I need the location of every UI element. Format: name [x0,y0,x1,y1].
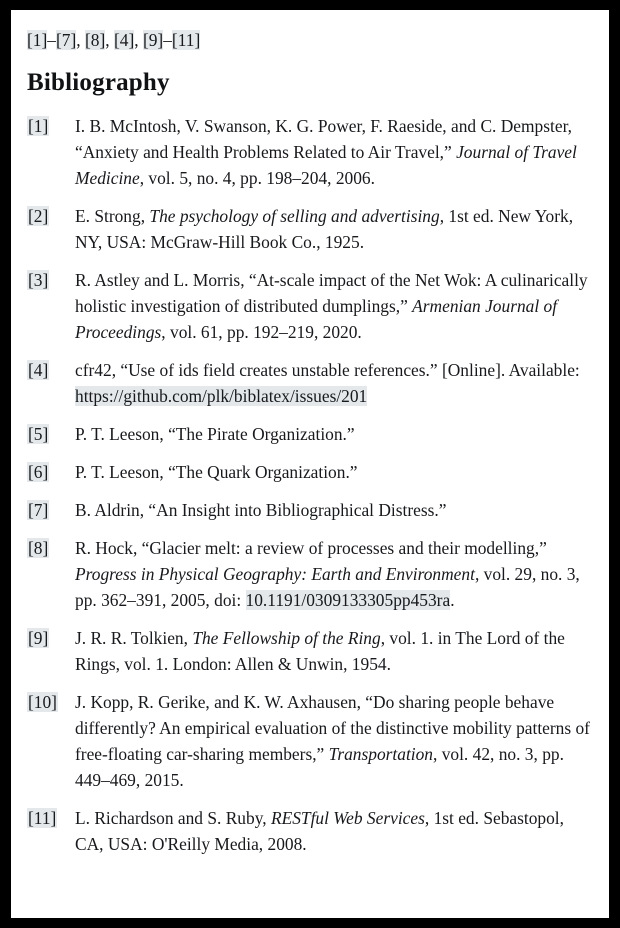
entry-text-run: P. T. Leeson, “The Pirate Organization.” [75,424,355,444]
entry-text-run: I. B. McIntosh, V. Swanson, K. G. Power, F. Raeside, and C. Dempster, “Anxiety and Health Problems Related to Air Travel,” [75,116,573,162]
bibliography-entry [27,459,593,485]
entry-url-link[interactable]: https://github.com/plk/biblatex/issues/201 [75,386,368,406]
document-page [11,10,609,918]
citation-ref-link[interactable]: [4] [113,30,135,50]
entry-label-column [27,689,75,715]
entry-text-run: , vol. 42, no. 3, pp. 449–469, 2015. [75,744,564,790]
bibliography-entry [27,113,593,191]
entry-label: [1] [28,116,49,136]
entry-venue-italic: Armenian Journal of Proceedings [75,296,558,342]
entry-label: [9] [28,628,49,648]
bibliography-list [27,113,593,857]
entry-text [75,421,593,447]
citation-ref-link[interactable]: [9] [142,30,164,50]
bibliography-entry [27,203,593,255]
citation-separator: , [105,30,114,50]
entry-label-column [27,357,75,383]
citation-separator: – [47,30,56,50]
entry-text-run: , vol. 61, pp. 192–219, 2020. [161,322,362,342]
entry-label: [10] [28,692,57,712]
entry-text-run: , vol. 1. in The Lord of the Rings, vol. 1. London: Allen & Unwin, 1954. [75,628,565,674]
bibliography-entry [27,625,593,677]
entry-label-column [27,267,75,293]
entry-label-column [27,203,75,229]
entry-venue-italic: Journal of Travel Medicine [75,142,577,188]
entry-venue-italic: RESTful Web Services [270,808,425,828]
entry-text-run: J. Kopp, R. Gerike, and K. W. Axhausen, “Do sharing people behave differently? An empirical evaluation of the distinctive mobility patterns of free-floating car-sharing members,” [75,692,590,764]
entry-label: [7] [28,500,49,520]
entry-label: [6] [28,462,49,482]
entry-venue-italic: The psychology of selling and advertising [149,206,440,226]
entry-text [75,357,593,409]
bibliography-entry [27,805,593,857]
entry-text-run: E. Strong, [75,206,150,226]
entry-text-run: , 1st ed. Sebastopol, CA, USA: O'Reilly Media, 2008. [75,808,564,854]
entry-text [75,459,593,485]
citation-ref-link[interactable]: [7] [55,30,77,50]
entry-text [75,689,593,793]
entry-text [75,113,593,191]
entry-label-column [27,625,75,651]
entry-text-run: P. T. Leeson, “The Quark Organization.” [75,462,358,482]
entry-text [75,535,593,613]
entry-label: [5] [28,424,49,444]
entry-text-run: J. R. R. Tolkien, [75,628,193,648]
entry-text-run: , vol. 5, no. 4, pp. 198–204, 2006. [139,168,375,188]
entry-text-run: . [450,590,455,610]
entry-url-link[interactable]: 10.1191/0309133305pp453ra [245,590,451,610]
entry-label-column [27,459,75,485]
entry-venue-italic: The Fellowship of the Ring [192,628,381,648]
entry-text [75,805,593,857]
entry-text-run: B. Aldrin, “An Insight into Bibliographical Distress.” [75,500,447,520]
bibliography-entry [27,497,593,523]
bibliography-entry [27,421,593,447]
entry-label-column [27,535,75,561]
entry-label-column [27,805,75,831]
entry-text [75,203,593,255]
entry-text [75,497,593,523]
citation-separator: – [163,30,172,50]
entry-text [75,267,593,345]
bibliography-entry [27,267,593,345]
entry-text-run: , 1st ed. New York, NY, USA: McGraw-Hill Book Co., 1925. [75,206,574,252]
entry-label: [3] [28,270,49,290]
page-title: Bibliography [27,69,170,96]
citation-ref-link[interactable]: [8] [84,30,106,50]
bibliography-entry [27,357,593,409]
entry-venue-italic: Transportation [328,744,434,764]
entry-label-column [27,421,75,447]
entry-text-run: L. Richardson and S. Ruby, [75,808,271,828]
entry-label: [8] [28,538,49,558]
entry-text-run: R. Hock, “Glacier melt: a review of processes and their modelling,” [75,538,547,558]
citation-ref-link[interactable]: [11] [171,30,201,50]
entry-text [75,625,593,677]
entry-label-column [27,497,75,523]
entry-label-column [27,113,75,139]
bibliography-entry [27,535,593,613]
entry-label: [11] [28,808,57,828]
entry-label: [2] [28,206,49,226]
citation-line [27,27,593,53]
entry-text-run: R. Astley and L. Morris, “At-scale impact of the Net Wok: A culinarically holistic investigation of distributed dumplings,” [75,270,588,316]
entry-venue-italic: Progress in Physical Geography: Earth and Environment [75,564,475,584]
citation-separator: , [134,30,143,50]
citation-ref-link[interactable]: [1] [27,30,48,50]
citation-separator: , [76,30,85,50]
entry-text-run: cfr42, “Use of ids field creates unstable references.” [Online]. Available: [75,360,580,380]
bibliography-entry [27,689,593,793]
entry-label: [4] [28,360,49,380]
entry-text-run: , vol. 29, no. 3, pp. 362–391, 2005, doi: [75,564,580,610]
